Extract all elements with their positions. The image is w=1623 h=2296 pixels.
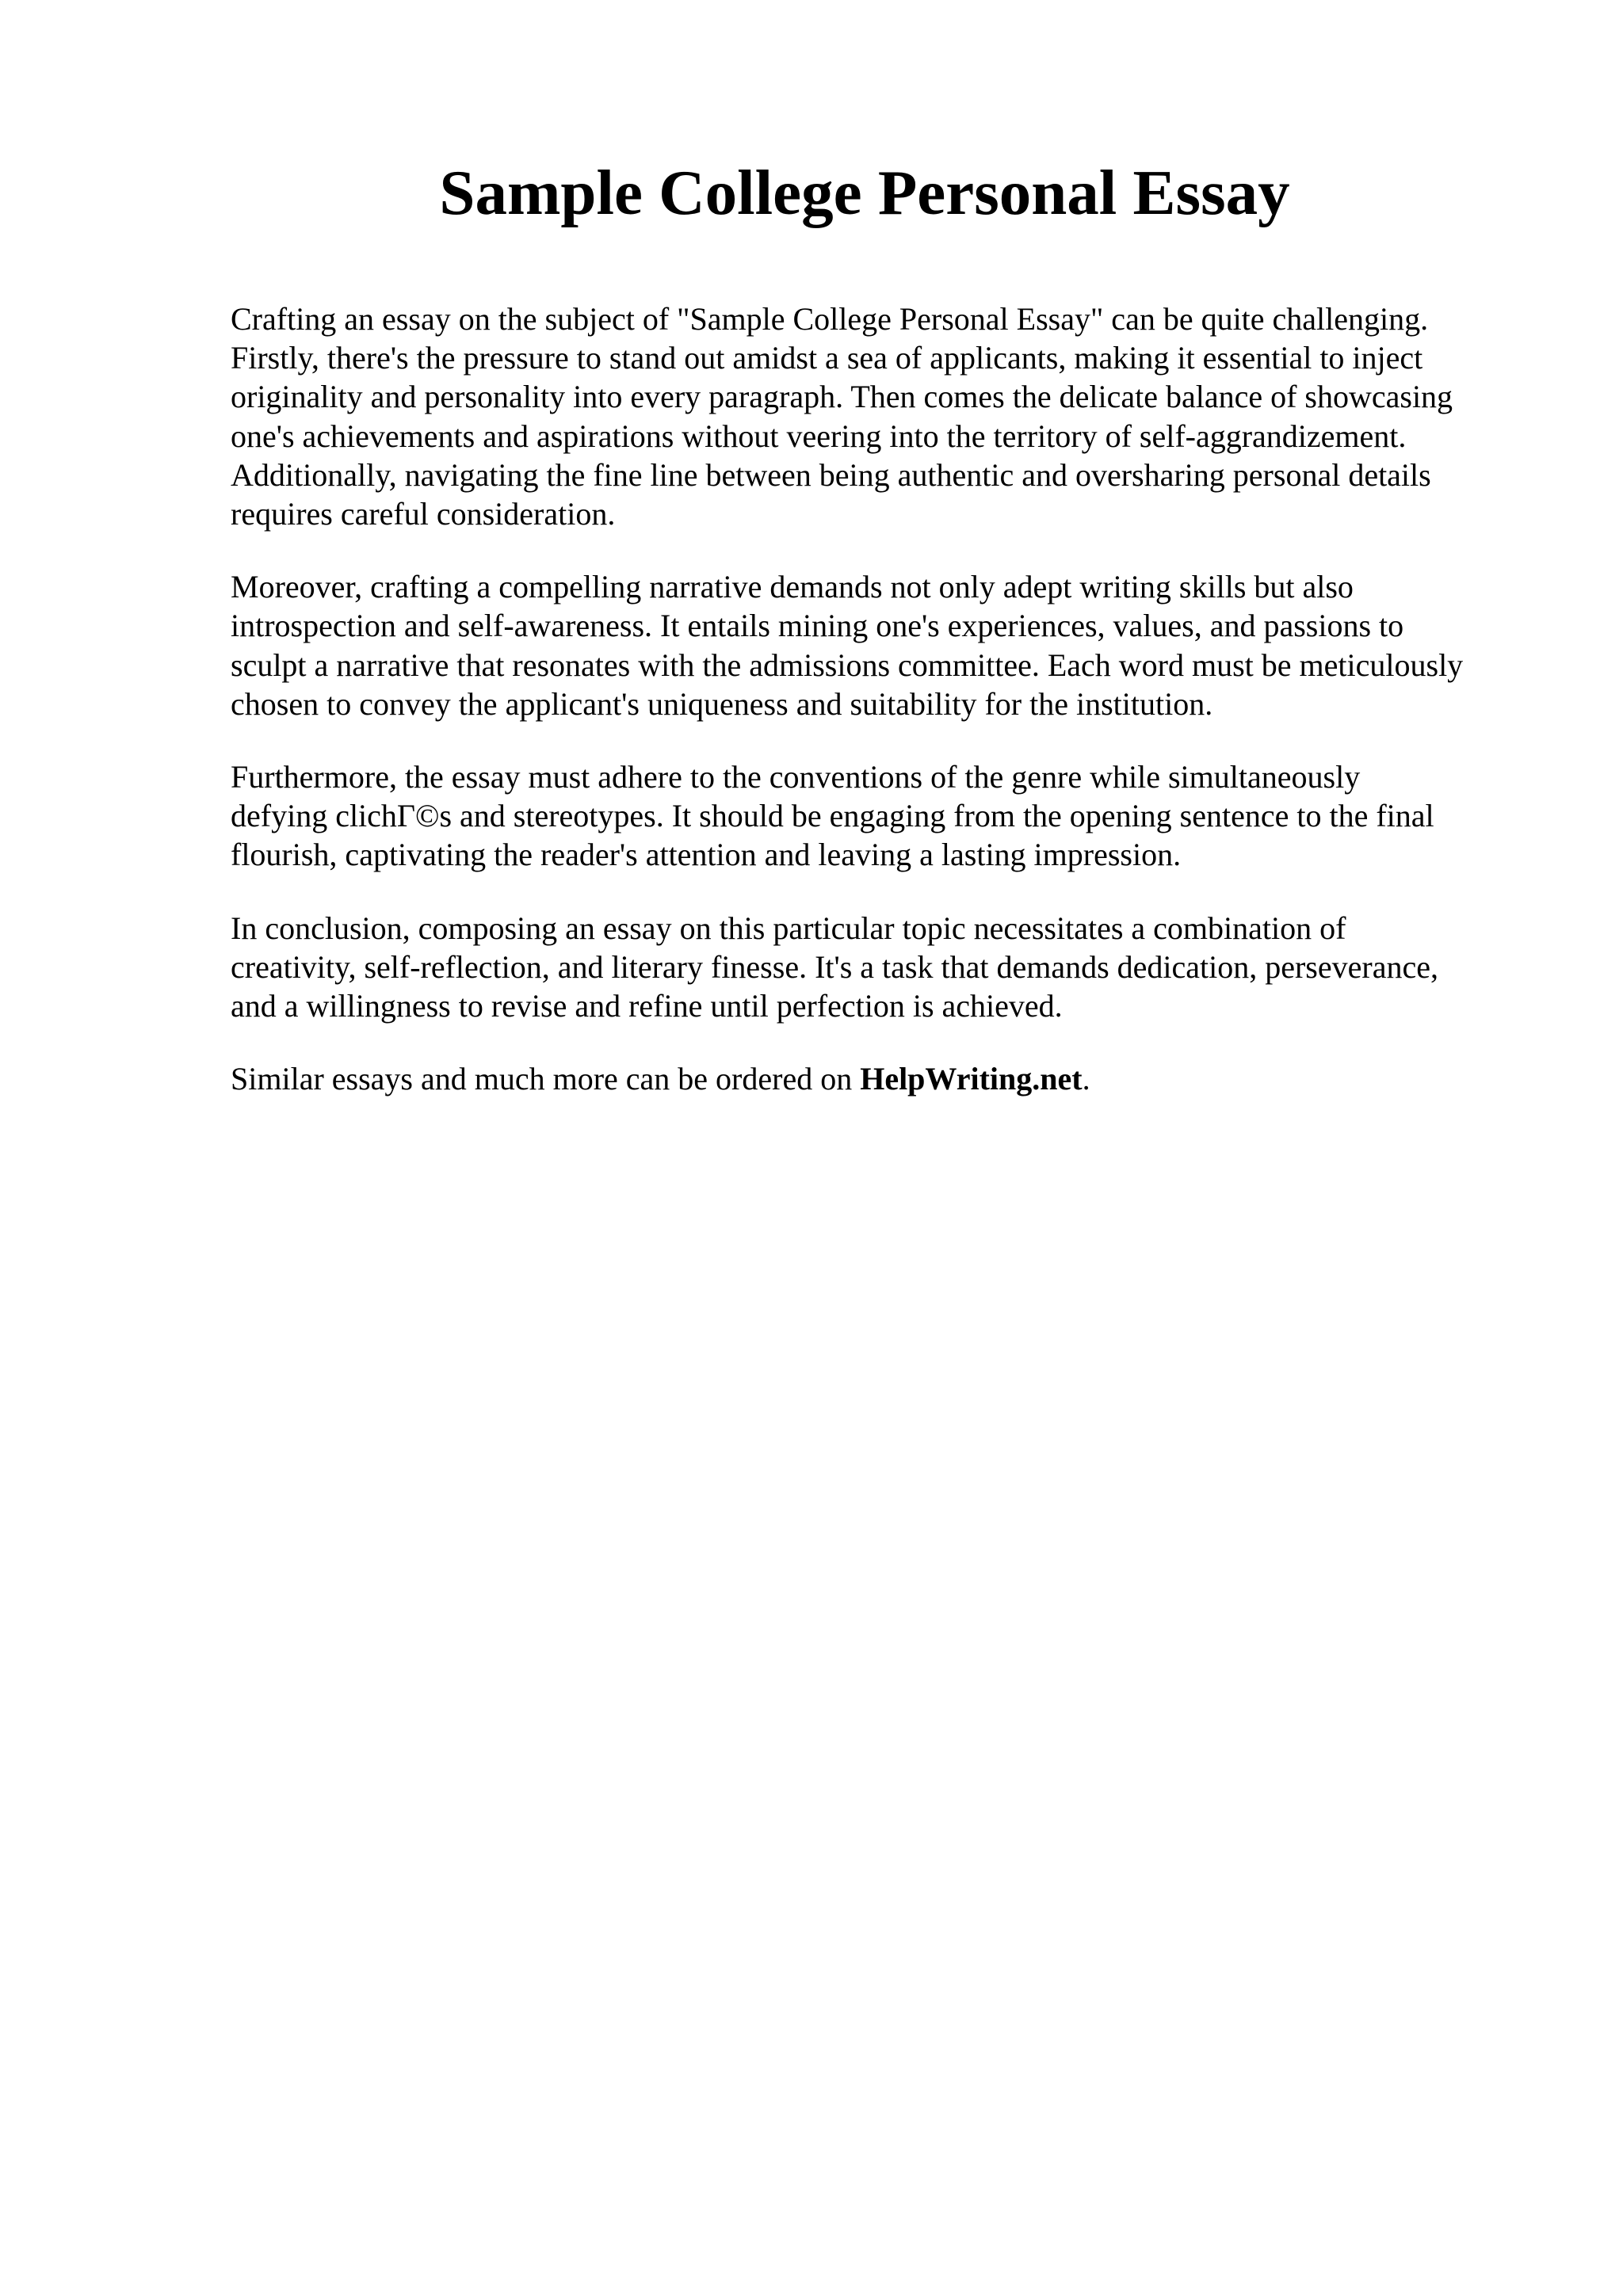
footer-suffix: . — [1082, 1061, 1090, 1097]
brand-link[interactable]: HelpWriting.net — [860, 1061, 1083, 1097]
text-line: one's achievements and aspirations without veering into the territory of self-aggrandizement. — [231, 418, 1407, 454]
paragraph-2 — [231, 567, 1514, 723]
text-line: and a willingness to revise and refine until perfection is achieved. — [231, 988, 1063, 1024]
essay-body — [231, 299, 1514, 1132]
text-line: Crafting an essay on the subject of "Sample College Personal Essay" can be quite challenging. — [231, 301, 1429, 337]
text-line: sculpt a narrative that resonates with the admissions committee. Each word must be meticulously — [231, 646, 1464, 683]
text-line: Additionally, navigating the fine line between being authentic and oversharing personal details — [231, 456, 1431, 493]
text-line: creativity, self-reflection, and literary finesse. It's a task that demands dedication, perseverance, — [231, 948, 1438, 985]
paragraph-4 — [231, 909, 1514, 1026]
text-line: Moreover, crafting a compelling narrative demands not only adept writing skills but also — [231, 569, 1354, 605]
text-line: chosen to convey the applicant's uniqueness and suitability for the institution. — [231, 685, 1213, 722]
text-line: flourish, captivating the reader's attention and leaving a lasting impression. — [231, 837, 1182, 873]
paragraph-1 — [231, 299, 1514, 533]
text-line: defying clichΓ©s and stereotypes. It should be engaging from the opening sentence to the final — [231, 798, 1434, 834]
page-title: Sample College Personal Essay — [439, 157, 1290, 228]
text-line: introspection and self-awareness. It entails mining one's experiences, values, and passions to — [231, 608, 1404, 644]
footer-prefix: Similar essays and much more can be ordered on — [231, 1061, 853, 1097]
text-line: Firstly, there's the pressure to stand out amidst a sea of applicants, making it essential to inject — [231, 340, 1423, 376]
paragraph-3 — [231, 757, 1514, 875]
text-line: requires careful consideration. — [231, 496, 616, 532]
text-line: Furthermore, the essay must adhere to the conventions of the genre while simultaneously — [231, 759, 1361, 795]
text-line: In conclusion, composing an essay on this particular topic necessitates a combination of — [231, 910, 1346, 946]
footer-line — [231, 1059, 1514, 1098]
text-line: originality and personality into every paragraph. Then comes the delicate balance of showcasing — [231, 379, 1453, 415]
